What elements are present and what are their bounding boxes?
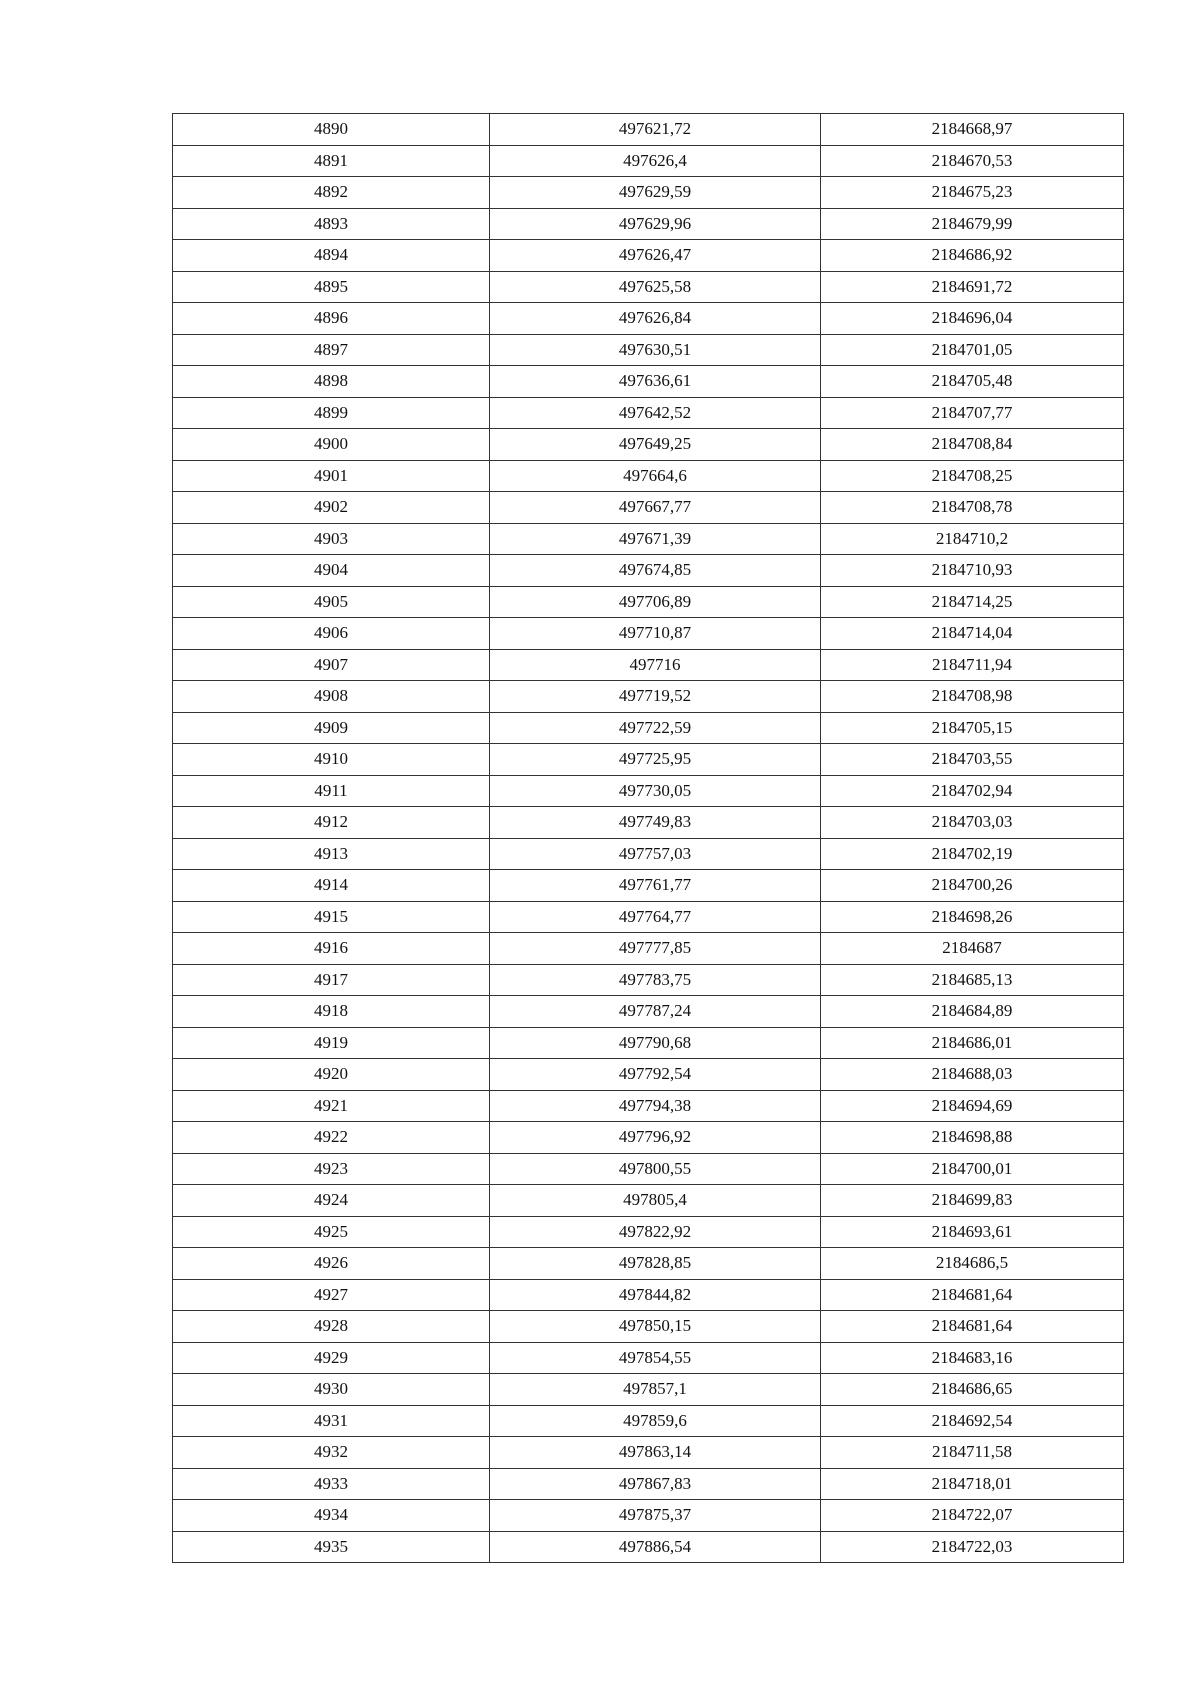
table-row bbox=[173, 1342, 1124, 1374]
y-coordinate-cell: 2184679,99 bbox=[821, 208, 1124, 240]
point-number-cell: 4920 bbox=[173, 1059, 490, 1091]
y-coordinate-cell: 2184686,65 bbox=[821, 1374, 1124, 1406]
point-number-cell: 4927 bbox=[173, 1279, 490, 1311]
x-coordinate-cell: 497722,59 bbox=[490, 712, 821, 744]
y-coordinate-cell: 2184693,61 bbox=[821, 1216, 1124, 1248]
table-row bbox=[173, 208, 1124, 240]
table-row bbox=[173, 555, 1124, 587]
table-row bbox=[173, 775, 1124, 807]
point-number-cell: 4922 bbox=[173, 1122, 490, 1154]
y-coordinate-cell: 2184681,64 bbox=[821, 1279, 1124, 1311]
table-row bbox=[173, 1500, 1124, 1532]
table-row bbox=[173, 334, 1124, 366]
y-coordinate-cell: 2184684,89 bbox=[821, 996, 1124, 1028]
table-row bbox=[173, 681, 1124, 713]
y-coordinate-cell: 2184700,01 bbox=[821, 1153, 1124, 1185]
table-row bbox=[173, 744, 1124, 776]
point-number-cell: 4905 bbox=[173, 586, 490, 618]
x-coordinate-cell: 497859,6 bbox=[490, 1405, 821, 1437]
y-coordinate-cell: 2184702,94 bbox=[821, 775, 1124, 807]
point-number-cell: 4928 bbox=[173, 1311, 490, 1343]
point-number-cell: 4915 bbox=[173, 901, 490, 933]
point-number-cell: 4901 bbox=[173, 460, 490, 492]
point-number-cell: 4892 bbox=[173, 177, 490, 209]
table-row bbox=[173, 586, 1124, 618]
y-coordinate-cell: 2184703,03 bbox=[821, 807, 1124, 839]
x-coordinate-cell: 497783,75 bbox=[490, 964, 821, 996]
point-number-cell: 4908 bbox=[173, 681, 490, 713]
point-number-cell: 4934 bbox=[173, 1500, 490, 1532]
x-coordinate-cell: 497805,4 bbox=[490, 1185, 821, 1217]
table-row bbox=[173, 1437, 1124, 1469]
y-coordinate-cell: 2184699,83 bbox=[821, 1185, 1124, 1217]
y-coordinate-cell: 2184698,88 bbox=[821, 1122, 1124, 1154]
x-coordinate-cell: 497764,77 bbox=[490, 901, 821, 933]
table-row bbox=[173, 366, 1124, 398]
point-number-cell: 4902 bbox=[173, 492, 490, 524]
point-number-cell: 4911 bbox=[173, 775, 490, 807]
x-coordinate-cell: 497629,59 bbox=[490, 177, 821, 209]
table-row bbox=[173, 712, 1124, 744]
table-row bbox=[173, 145, 1124, 177]
table-row bbox=[173, 901, 1124, 933]
point-number-cell: 4913 bbox=[173, 838, 490, 870]
y-coordinate-cell: 2184711,94 bbox=[821, 649, 1124, 681]
point-number-cell: 4906 bbox=[173, 618, 490, 650]
y-coordinate-cell: 2184688,03 bbox=[821, 1059, 1124, 1091]
x-coordinate-cell: 497875,37 bbox=[490, 1500, 821, 1532]
point-number-cell: 4918 bbox=[173, 996, 490, 1028]
point-number-cell: 4893 bbox=[173, 208, 490, 240]
table-row bbox=[173, 303, 1124, 335]
table-row bbox=[173, 429, 1124, 461]
y-coordinate-cell: 2184708,84 bbox=[821, 429, 1124, 461]
point-number-cell: 4894 bbox=[173, 240, 490, 272]
x-coordinate-cell: 497800,55 bbox=[490, 1153, 821, 1185]
y-coordinate-cell: 2184707,77 bbox=[821, 397, 1124, 429]
y-coordinate-cell: 2184710,2 bbox=[821, 523, 1124, 555]
table-row bbox=[173, 240, 1124, 272]
x-coordinate-cell: 497863,14 bbox=[490, 1437, 821, 1469]
y-coordinate-cell: 2184718,01 bbox=[821, 1468, 1124, 1500]
table-row bbox=[173, 1311, 1124, 1343]
x-coordinate-cell: 497664,6 bbox=[490, 460, 821, 492]
table-row bbox=[173, 1153, 1124, 1185]
table-row bbox=[173, 649, 1124, 681]
point-number-cell: 4909 bbox=[173, 712, 490, 744]
x-coordinate-cell: 497796,92 bbox=[490, 1122, 821, 1154]
point-number-cell: 4890 bbox=[173, 114, 490, 146]
table-row bbox=[173, 397, 1124, 429]
point-number-cell: 4916 bbox=[173, 933, 490, 965]
y-coordinate-cell: 2184686,01 bbox=[821, 1027, 1124, 1059]
x-coordinate-cell: 497844,82 bbox=[490, 1279, 821, 1311]
table-row bbox=[173, 1248, 1124, 1280]
x-coordinate-cell: 497761,77 bbox=[490, 870, 821, 902]
point-number-cell: 4907 bbox=[173, 649, 490, 681]
point-number-cell: 4932 bbox=[173, 1437, 490, 1469]
table-row bbox=[173, 1090, 1124, 1122]
point-number-cell: 4903 bbox=[173, 523, 490, 555]
x-coordinate-cell: 497886,54 bbox=[490, 1531, 821, 1563]
y-coordinate-cell: 2184700,26 bbox=[821, 870, 1124, 902]
y-coordinate-cell: 2184708,25 bbox=[821, 460, 1124, 492]
point-number-cell: 4910 bbox=[173, 744, 490, 776]
x-coordinate-cell: 497719,52 bbox=[490, 681, 821, 713]
y-coordinate-cell: 2184668,97 bbox=[821, 114, 1124, 146]
y-coordinate-cell: 2184670,53 bbox=[821, 145, 1124, 177]
x-coordinate-cell: 497777,85 bbox=[490, 933, 821, 965]
table-row bbox=[173, 933, 1124, 965]
x-coordinate-cell: 497749,83 bbox=[490, 807, 821, 839]
table-row bbox=[173, 177, 1124, 209]
x-coordinate-cell: 497626,84 bbox=[490, 303, 821, 335]
y-coordinate-cell: 2184681,64 bbox=[821, 1311, 1124, 1343]
point-number-cell: 4933 bbox=[173, 1468, 490, 1500]
x-coordinate-cell: 497630,51 bbox=[490, 334, 821, 366]
y-coordinate-cell: 2184701,05 bbox=[821, 334, 1124, 366]
table-row bbox=[173, 523, 1124, 555]
y-coordinate-cell: 2184722,07 bbox=[821, 1500, 1124, 1532]
coordinates-table bbox=[172, 113, 1124, 1563]
y-coordinate-cell: 2184687 bbox=[821, 933, 1124, 965]
x-coordinate-cell: 497706,89 bbox=[490, 586, 821, 618]
y-coordinate-cell: 2184722,03 bbox=[821, 1531, 1124, 1563]
point-number-cell: 4935 bbox=[173, 1531, 490, 1563]
x-coordinate-cell: 497730,05 bbox=[490, 775, 821, 807]
y-coordinate-cell: 2184694,69 bbox=[821, 1090, 1124, 1122]
point-number-cell: 4900 bbox=[173, 429, 490, 461]
table-row bbox=[173, 964, 1124, 996]
point-number-cell: 4924 bbox=[173, 1185, 490, 1217]
y-coordinate-cell: 2184692,54 bbox=[821, 1405, 1124, 1437]
y-coordinate-cell: 2184708,98 bbox=[821, 681, 1124, 713]
x-coordinate-cell: 497854,55 bbox=[490, 1342, 821, 1374]
point-number-cell: 4912 bbox=[173, 807, 490, 839]
table-row bbox=[173, 114, 1124, 146]
table-row bbox=[173, 460, 1124, 492]
point-number-cell: 4919 bbox=[173, 1027, 490, 1059]
y-coordinate-cell: 2184708,78 bbox=[821, 492, 1124, 524]
point-number-cell: 4895 bbox=[173, 271, 490, 303]
x-coordinate-cell: 497667,77 bbox=[490, 492, 821, 524]
point-number-cell: 4904 bbox=[173, 555, 490, 587]
y-coordinate-cell: 2184683,16 bbox=[821, 1342, 1124, 1374]
x-coordinate-cell: 497629,96 bbox=[490, 208, 821, 240]
y-coordinate-cell: 2184685,13 bbox=[821, 964, 1124, 996]
x-coordinate-cell: 497787,24 bbox=[490, 996, 821, 1028]
x-coordinate-cell: 497790,68 bbox=[490, 1027, 821, 1059]
x-coordinate-cell: 497757,03 bbox=[490, 838, 821, 870]
y-coordinate-cell: 2184696,04 bbox=[821, 303, 1124, 335]
point-number-cell: 4897 bbox=[173, 334, 490, 366]
y-coordinate-cell: 2184686,5 bbox=[821, 1248, 1124, 1280]
table-row bbox=[173, 1279, 1124, 1311]
table-row bbox=[173, 1405, 1124, 1437]
point-number-cell: 4923 bbox=[173, 1153, 490, 1185]
x-coordinate-cell: 497642,52 bbox=[490, 397, 821, 429]
x-coordinate-cell: 497636,61 bbox=[490, 366, 821, 398]
x-coordinate-cell: 497857,1 bbox=[490, 1374, 821, 1406]
x-coordinate-cell: 497867,83 bbox=[490, 1468, 821, 1500]
point-number-cell: 4896 bbox=[173, 303, 490, 335]
point-number-cell: 4930 bbox=[173, 1374, 490, 1406]
table-row bbox=[173, 492, 1124, 524]
table-row bbox=[173, 1531, 1124, 1563]
y-coordinate-cell: 2184698,26 bbox=[821, 901, 1124, 933]
x-coordinate-cell: 497625,58 bbox=[490, 271, 821, 303]
table-row bbox=[173, 807, 1124, 839]
x-coordinate-cell: 497794,38 bbox=[490, 1090, 821, 1122]
x-coordinate-cell: 497710,87 bbox=[490, 618, 821, 650]
table-row bbox=[173, 1216, 1124, 1248]
point-number-cell: 4925 bbox=[173, 1216, 490, 1248]
y-coordinate-cell: 2184705,15 bbox=[821, 712, 1124, 744]
table-row bbox=[173, 618, 1124, 650]
table-row bbox=[173, 271, 1124, 303]
x-coordinate-cell: 497822,92 bbox=[490, 1216, 821, 1248]
table-row bbox=[173, 1468, 1124, 1500]
table-row bbox=[173, 996, 1124, 1028]
x-coordinate-cell: 497671,39 bbox=[490, 523, 821, 555]
point-number-cell: 4899 bbox=[173, 397, 490, 429]
y-coordinate-cell: 2184686,92 bbox=[821, 240, 1124, 272]
y-coordinate-cell: 2184714,04 bbox=[821, 618, 1124, 650]
y-coordinate-cell: 2184705,48 bbox=[821, 366, 1124, 398]
y-coordinate-cell: 2184702,19 bbox=[821, 838, 1124, 870]
x-coordinate-cell: 497626,47 bbox=[490, 240, 821, 272]
y-coordinate-cell: 2184711,58 bbox=[821, 1437, 1124, 1469]
table-row bbox=[173, 870, 1124, 902]
x-coordinate-cell: 497674,85 bbox=[490, 555, 821, 587]
point-number-cell: 4929 bbox=[173, 1342, 490, 1374]
x-coordinate-cell: 497716 bbox=[490, 649, 821, 681]
x-coordinate-cell: 497725,95 bbox=[490, 744, 821, 776]
table-row bbox=[173, 1185, 1124, 1217]
coordinates-table-body bbox=[173, 114, 1124, 1563]
x-coordinate-cell: 497649,25 bbox=[490, 429, 821, 461]
table-row bbox=[173, 1374, 1124, 1406]
point-number-cell: 4917 bbox=[173, 964, 490, 996]
point-number-cell: 4926 bbox=[173, 1248, 490, 1280]
point-number-cell: 4931 bbox=[173, 1405, 490, 1437]
y-coordinate-cell: 2184691,72 bbox=[821, 271, 1124, 303]
table-row bbox=[173, 1027, 1124, 1059]
x-coordinate-cell: 497850,15 bbox=[490, 1311, 821, 1343]
y-coordinate-cell: 2184714,25 bbox=[821, 586, 1124, 618]
point-number-cell: 4921 bbox=[173, 1090, 490, 1122]
x-coordinate-cell: 497621,72 bbox=[490, 114, 821, 146]
y-coordinate-cell: 2184710,93 bbox=[821, 555, 1124, 587]
x-coordinate-cell: 497792,54 bbox=[490, 1059, 821, 1091]
y-coordinate-cell: 2184703,55 bbox=[821, 744, 1124, 776]
table-row bbox=[173, 1059, 1124, 1091]
y-coordinate-cell: 2184675,23 bbox=[821, 177, 1124, 209]
x-coordinate-cell: 497828,85 bbox=[490, 1248, 821, 1280]
point-number-cell: 4891 bbox=[173, 145, 490, 177]
point-number-cell: 4898 bbox=[173, 366, 490, 398]
x-coordinate-cell: 497626,4 bbox=[490, 145, 821, 177]
table-row bbox=[173, 838, 1124, 870]
table-row bbox=[173, 1122, 1124, 1154]
point-number-cell: 4914 bbox=[173, 870, 490, 902]
